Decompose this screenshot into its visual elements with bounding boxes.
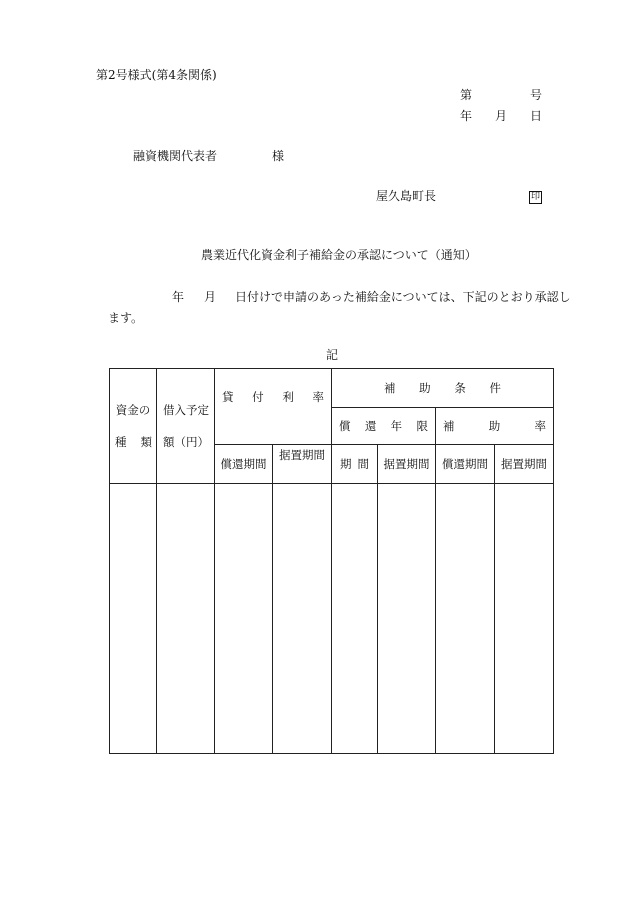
- subsidy-rate-char-1: 補: [443, 419, 455, 433]
- body-month: 月: [204, 290, 217, 304]
- header-subsidy-conditions: [332, 369, 554, 408]
- cell-subsidy-rate-deferment[interactable]: [495, 484, 554, 754]
- honorific: 様: [272, 149, 285, 163]
- cell-subsidy-rate-repay[interactable]: [436, 484, 495, 754]
- subsidy-conditions-char-3: 条: [454, 381, 466, 395]
- cell-repay-term-deferment[interactable]: [378, 484, 436, 754]
- table-row: [110, 484, 554, 754]
- header-deferment-period-2: 据置期間: [378, 445, 436, 484]
- subsidy-rate-label: [436, 418, 553, 434]
- form-number: 第2号様式(第4条関係): [96, 68, 217, 82]
- lending-rate-char-4: 率: [312, 390, 324, 404]
- document-number: [460, 86, 542, 103]
- header-deferment-period: 据置期間: [273, 445, 332, 484]
- fund-type-line2: [110, 434, 156, 450]
- lending-rate-char-3: 利: [282, 390, 294, 404]
- borrow-line2: 額（円）: [163, 435, 209, 449]
- date-day: 日: [529, 109, 542, 123]
- subsidy-rate-char-3: 率: [534, 419, 546, 433]
- repay-term-char-4: 限: [416, 419, 428, 433]
- repay-term-char-2: 還: [364, 419, 377, 433]
- subsidy-conditions-label: [332, 380, 553, 396]
- date-month: 月: [494, 109, 507, 123]
- header-borrow-amount: [157, 369, 215, 484]
- lending-rate-label: [215, 389, 331, 405]
- header-period: [332, 445, 378, 484]
- body-line1: 日付けで申請のあった補給金については、下記のとおり承認し: [235, 290, 571, 304]
- subsidy-table: [109, 368, 554, 754]
- fund-type-char-1: 種: [115, 435, 127, 449]
- header-repay-period-2: 償還期間: [436, 445, 495, 484]
- doc-no-suffix: 号: [529, 88, 542, 102]
- doc-no-prefix: 第: [460, 88, 473, 102]
- fund-type-line1: 資金の: [115, 403, 151, 417]
- date-year: 年: [460, 109, 473, 123]
- period-label: [332, 456, 377, 472]
- cell-lending-deferment-period[interactable]: [273, 484, 332, 754]
- lending-rate-char-2: 付: [252, 390, 264, 404]
- header-fund-type: [110, 369, 157, 484]
- period-char-1: 期: [340, 457, 352, 471]
- header-repay-term: [332, 408, 436, 445]
- cell-borrow-amount[interactable]: [157, 484, 215, 754]
- borrow-line1: 借入予定: [163, 403, 209, 417]
- seal-box: 印: [530, 192, 540, 202]
- document-date: [460, 107, 542, 124]
- header-subsidy-rate: [436, 408, 554, 445]
- cell-repay-term-period[interactable]: [332, 484, 378, 754]
- header-deferment-period-3: 据置期間: [495, 445, 554, 484]
- issuer: 屋久島町長: [376, 189, 437, 203]
- cell-fund-type[interactable]: [110, 484, 157, 754]
- subsidy-conditions-char-4: 件: [489, 381, 501, 395]
- repay-term-char-3: 年: [390, 419, 403, 433]
- header-lending-rate: [215, 369, 332, 445]
- body-line2: ます。: [108, 311, 144, 325]
- repay-term-char-1: 償: [339, 419, 351, 433]
- subsidy-conditions-char-1: 補: [384, 381, 396, 395]
- addressee: 融資機関代表者: [133, 149, 218, 163]
- subsidy-rate-char-2: 助: [488, 419, 501, 433]
- cell-lending-repay-period[interactable]: [215, 484, 273, 754]
- lending-rate-char-1: 貸: [222, 390, 234, 404]
- ki-heading: 記: [326, 348, 339, 362]
- period-char-2: 間: [357, 457, 369, 471]
- seal-mark: [529, 188, 542, 204]
- document-title: 農業近代化資金利子補給金の承認について（通知）: [201, 248, 477, 262]
- body-year: 年: [172, 290, 185, 304]
- subsidy-conditions-char-2: 助: [419, 381, 431, 395]
- repay-term-label: [332, 418, 435, 434]
- header-repay-period: 償還期間: [215, 445, 273, 484]
- fund-type-char-2: 類: [140, 435, 152, 449]
